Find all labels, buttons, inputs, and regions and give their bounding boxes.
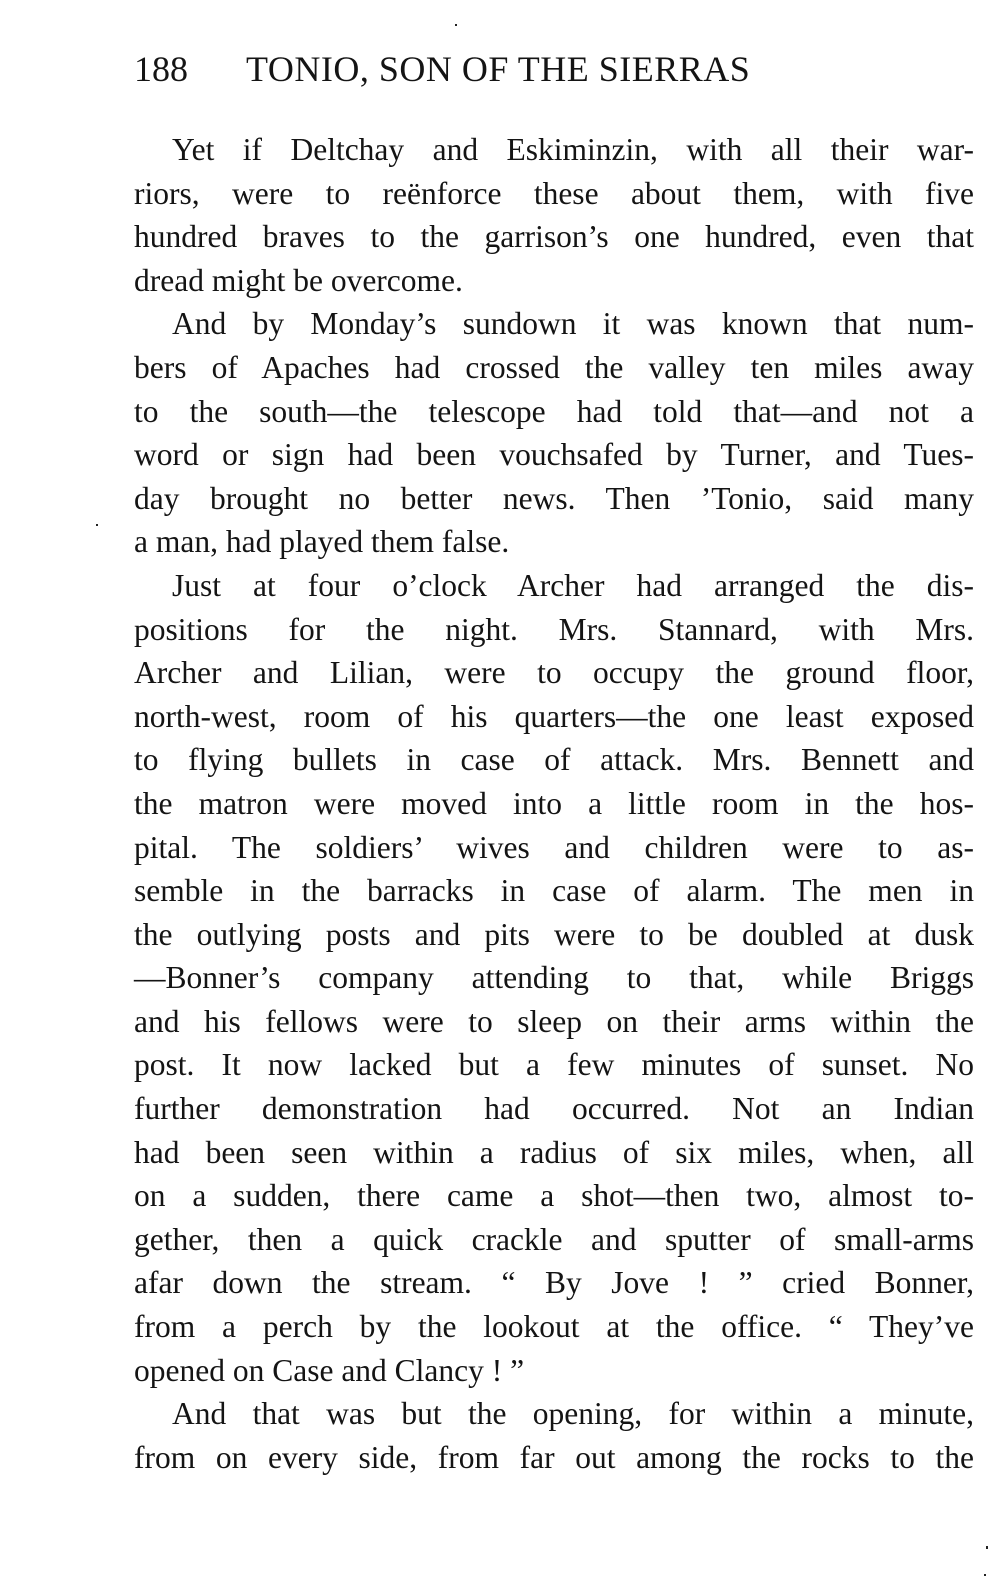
text-line: afar down the stream. “ By Jove ! ” cried Bonner, bbox=[134, 1265, 974, 1301]
text-line: from a perch by the lookout at the office. “ They’ve bbox=[134, 1309, 974, 1345]
page-header bbox=[134, 44, 894, 94]
text-line: riors, were to reënforce these about them, with five bbox=[134, 175, 974, 211]
scan-speck bbox=[455, 24, 457, 26]
text-line: to flying bullets in case of attack. Mrs. Bennett and bbox=[134, 742, 974, 778]
page-number: 188 bbox=[134, 49, 188, 89]
text-line: semble in the barracks in case of alarm. The men in bbox=[134, 873, 974, 909]
body-text bbox=[134, 128, 974, 1479]
text-line: had been seen within a radius of six miles, when, all bbox=[134, 1134, 974, 1170]
text-line: opened on Case and Clancy ! ” bbox=[134, 1352, 525, 1388]
text-line: Archer and Lilian, were to occupy the ground floor, bbox=[134, 655, 974, 691]
text-line: dread might be overcome. bbox=[134, 262, 463, 298]
scan-speck bbox=[96, 524, 98, 526]
text-line: post. It now lacked but a few minutes of sunset. No bbox=[134, 1047, 974, 1083]
text-line: word or sign had been vouchsafed by Turner, and Tues- bbox=[134, 437, 974, 473]
text-line: And that was but the opening, for within a minute, bbox=[172, 1396, 974, 1432]
text-line: positions for the night. Mrs. Stannard, with Mrs. bbox=[134, 611, 974, 647]
scan-speck bbox=[986, 1546, 988, 1549]
text-line: further demonstration had occurred. Not an Indian bbox=[134, 1091, 974, 1127]
text-line: on a sudden, there came a shot—then two, almost to- bbox=[134, 1178, 974, 1214]
text-line: the outlying posts and pits were to be doubled at dusk bbox=[134, 916, 974, 952]
text-line: Just at four o’clock Archer had arranged the dis- bbox=[172, 567, 974, 603]
text-line: Yet if Deltchay and Eskiminzin, with all their war- bbox=[172, 132, 974, 167]
text-line: the matron were moved into a little room in the hos- bbox=[134, 785, 974, 821]
text-line: a man, had played them false. bbox=[134, 524, 510, 560]
text-line: gether, then a quick crackle and sputter of small-arms bbox=[134, 1221, 974, 1257]
text-line: pital. The soldiers’ wives and children were to as- bbox=[134, 829, 974, 865]
text-line: north-west, room of his quarters—the one least exposed bbox=[134, 698, 974, 734]
text-line: hundred braves to the garrison’s one hundred, even that bbox=[134, 219, 974, 255]
text-line: —Bonner’s company attending to that, while Briggs bbox=[134, 960, 974, 996]
text-line: And by Monday’s sundown it was known that num- bbox=[172, 306, 974, 342]
scan-speck bbox=[984, 1574, 986, 1576]
text-line: and his fellows were to sleep on their arms within the bbox=[134, 1003, 974, 1039]
text-line: from on every side, from far out among the rocks to the bbox=[134, 1439, 974, 1475]
text-line: day brought no better news. Then ’Tonio, said many bbox=[134, 480, 974, 516]
text-line: to the south—the telescope had told that—and not a bbox=[134, 393, 974, 429]
running-head: TONIO, SON OF THE SIERRAS bbox=[246, 49, 751, 89]
text-line: bers of Apaches had crossed the valley ten miles away bbox=[134, 349, 974, 385]
